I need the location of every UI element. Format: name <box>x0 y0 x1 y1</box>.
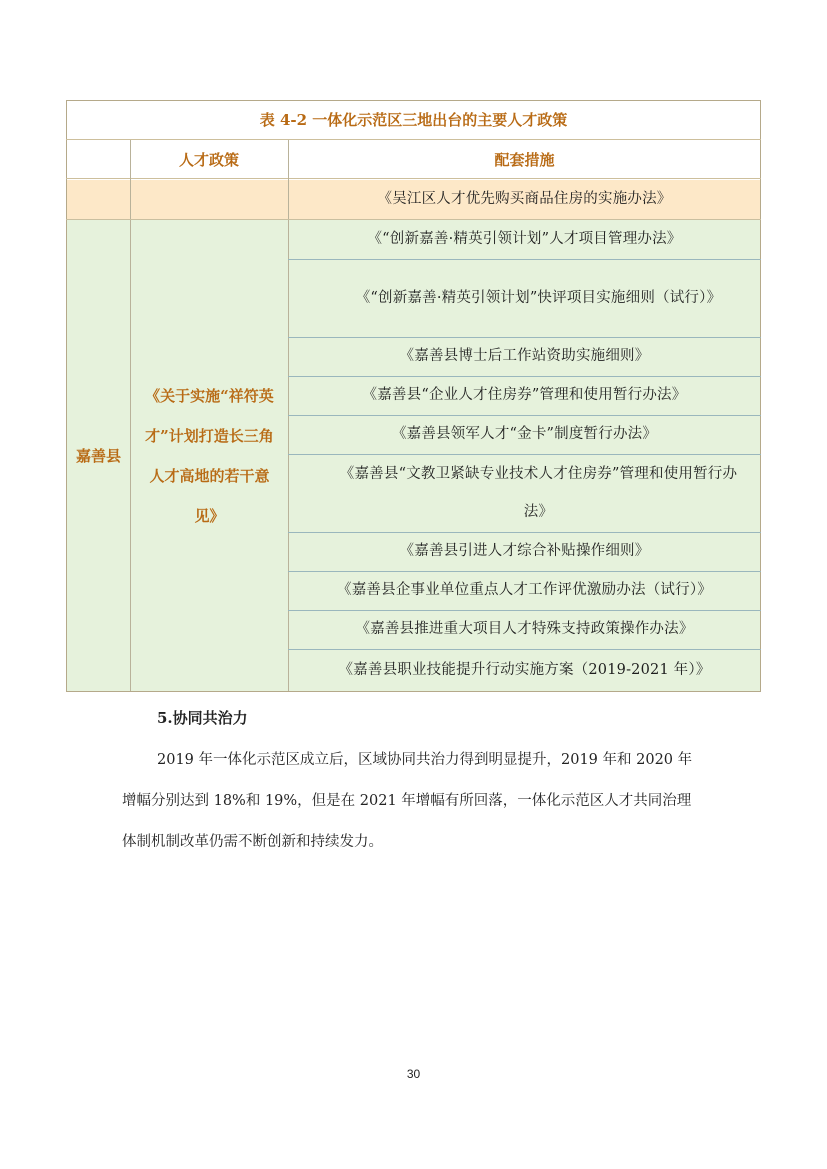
wujiang-county-cell <box>67 180 130 219</box>
measure-item: 《嘉善县“企业人才住房券”管理和使用暂行办法》 <box>362 387 687 403</box>
row-divider <box>288 259 761 260</box>
measure-item: 《嘉善县推进重大项目人才特殊支持政策操作办法》 <box>355 621 694 637</box>
page-number: 30 <box>406 1067 421 1081</box>
row-divider <box>288 337 761 338</box>
measure-item: 《嘉善县企事业单位重点人才工作评优激励办法（试行）》 <box>337 582 712 598</box>
section-paragraph: 2019 年一体化示范区成立后，区域协同共治力得到明显提升，2019 年和 2020 年增幅分别达到 18%和 19%，但是在 2021 年增幅有所回落，一体化示范区人才共同治理体制机制改革仍需不断创新和持续发力。 <box>122 752 693 850</box>
row-divider <box>288 415 761 416</box>
column-divider <box>130 140 131 691</box>
measure-item: 《“创新嘉善·精英引领计划”人才项目管理办法》 <box>367 231 682 247</box>
row-divider <box>66 219 761 220</box>
row-divider <box>288 454 761 455</box>
measure-item: 《嘉善县引进人才综合补贴操作细则》 <box>399 543 650 559</box>
wujiang-policy-cell <box>131 180 288 219</box>
measure-item: 《“创新嘉善·精英引领计划”快评项目实施细则（试行）》 <box>355 290 722 306</box>
jiashan-county-cell: 嘉善县 <box>67 220 130 691</box>
measure-item: 《嘉善县“文教卫紧缺专业技术人才住房券”管理和使用暂行办法》 <box>339 466 738 520</box>
section-heading: 5.协同共治力 <box>157 709 248 727</box>
row-divider <box>288 532 761 533</box>
header-policy: 人才政策 <box>130 140 288 179</box>
measure-item: 《嘉善县职业技能提升行动实施方案（2019-2021 年）》 <box>338 661 711 678</box>
header-measures: 配套措施 <box>288 140 761 179</box>
measure-item: 《嘉善县领军人才“金卡”制度暂行办法》 <box>391 426 658 442</box>
measure-item: 《嘉善县博士后工作站资助实施细则》 <box>399 348 650 364</box>
table-caption: 表 4-2 一体化示范区三地出台的主要人才政策 <box>66 100 761 140</box>
wujiang-measure: 《吴江区人才优先购买商品住房的实施办法》 <box>289 180 760 219</box>
row-divider <box>288 649 761 650</box>
row-divider <box>288 376 761 377</box>
jiashan-policy-cell: 《关于实施“祥符英才”计划打造长三角人才高地的若干意见》 <box>131 220 288 691</box>
row-divider <box>288 571 761 572</box>
header-blank-cell <box>66 140 130 179</box>
row-divider <box>288 610 761 611</box>
